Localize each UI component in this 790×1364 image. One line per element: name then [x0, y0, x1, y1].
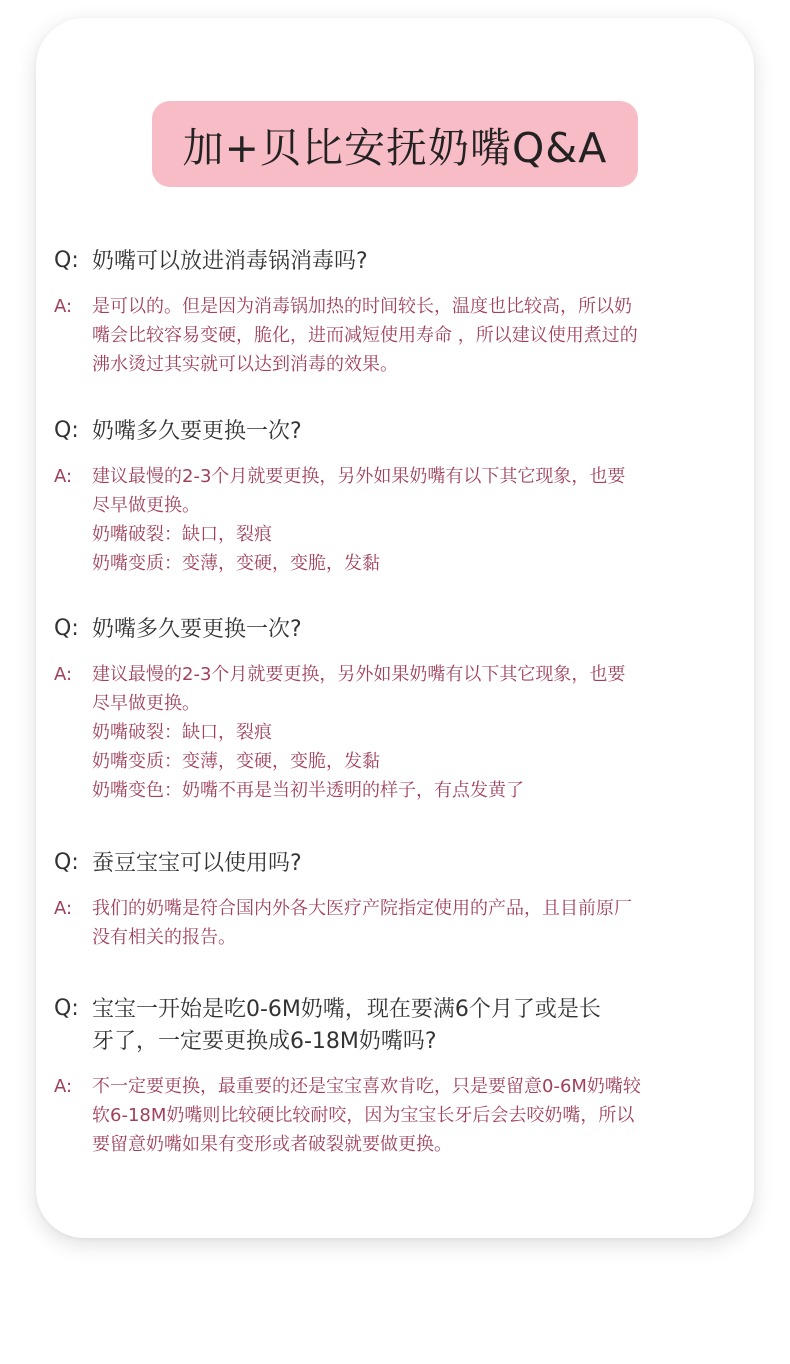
answer-text: 不一定要更换，最重要的还是宝宝喜欢肯吃，只是要留意0-6M奶嘴较 软6-18M奶嘴则比较硬比较耐咬，因为宝宝长牙后会去咬奶嘴，所以 要留意奶嘴如果有变形或者破裂就要做更换。 [92, 1076, 641, 1155]
question-label: Q: [54, 616, 79, 641]
question-label: Q: [54, 996, 79, 1021]
question-label: Q: [54, 248, 79, 273]
answer-label: A: [54, 898, 73, 919]
title-banner [152, 101, 638, 187]
answer-text: 建议最慢的2-3个月就要更换，另外如果奶嘴有以下其它现象，也要 尽早做更换。 奶嘴破裂：缺口，裂痕 奶嘴变质：变薄，变硬，变脆，发黏 [92, 466, 626, 574]
answer-row [54, 894, 734, 952]
answer-row [54, 660, 734, 805]
question-text: 奶嘴可以放进消毒锅消毒吗? [92, 249, 368, 274]
qa-item-4 [54, 848, 734, 952]
answer-row [54, 1072, 734, 1159]
answer-label: A: [54, 664, 73, 685]
answer-text: 建议最慢的2-3个月就要更换，另外如果奶嘴有以下其它现象，也要 尽早做更换。 奶嘴破裂：缺口，裂痕 奶嘴变质：变薄，变硬，变脆，发黏 奶嘴变色：奶嘴不再是当初半透明的样子，有点发黄了 [92, 664, 626, 801]
question-label: Q: [54, 418, 79, 443]
question-text: 蚕豆宝宝可以使用吗? [92, 851, 302, 876]
question-row [54, 246, 734, 278]
question-row [54, 994, 734, 1058]
answer-label: A: [54, 296, 73, 317]
qa-item-5 [54, 994, 734, 1159]
answer-label: A: [54, 466, 73, 487]
qa-item-1 [54, 246, 734, 379]
question-row [54, 848, 734, 880]
qa-item-2 [54, 416, 734, 578]
question-label: Q: [54, 850, 79, 875]
question-row [54, 416, 734, 448]
question-text: 奶嘴多久要更换一次? [92, 419, 302, 444]
answer-text: 我们的奶嘴是符合国内外各大医疗产院指定使用的产品，且目前原厂 没有相关的报告。 [92, 898, 632, 948]
question-text: 宝宝一开始是吃0-6M奶嘴，现在要满6个月了或是长 牙了，一定要更换成6-18M奶嘴吗? [92, 997, 601, 1054]
page-title: 加+贝比安抚奶嘴Q&A [182, 123, 608, 172]
qa-item-3 [54, 614, 734, 805]
answer-label: A: [54, 1076, 73, 1097]
answer-row [54, 292, 734, 379]
question-row [54, 614, 734, 646]
question-text: 奶嘴多久要更换一次? [92, 617, 302, 642]
answer-row [54, 462, 734, 578]
answer-text: 是可以的。但是因为消毒锅加热的时间较长，温度也比较高，所以奶 嘴会比较容易变硬，脆化，进而减短使用寿命 ，所以建议使用煮过的 沸水烫过其实就可以达到消毒的效果。 [92, 296, 638, 375]
